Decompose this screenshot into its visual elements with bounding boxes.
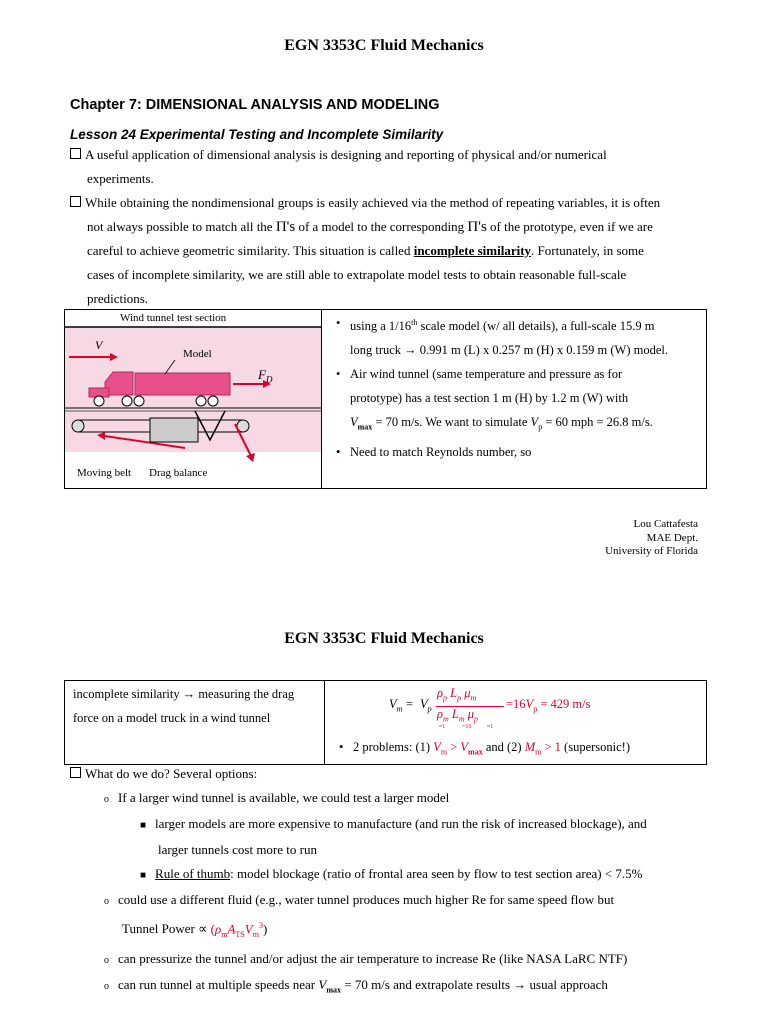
pi-symbol: Π's (275, 219, 296, 235)
bullet-text: of a model to the corresponding (295, 219, 468, 234)
drag-balance (150, 418, 198, 442)
author-name: Lou Cattafesta (633, 518, 698, 530)
suboption-cost: ■ larger models are more expensive to manufacture (and run the risk of increased blockage), and larger tunnels cost more to run (140, 816, 647, 857)
eq-numerator: $\rho_p$ $L_p$ $\mu_m$ (437, 686, 477, 703)
figure-caption: Wind tunnel test section (120, 312, 227, 324)
bullet-text: of the prototype, even if we are (486, 219, 653, 234)
figure-cell (65, 310, 322, 489)
note-scale-model: • using a 1/16th scale model (w/ all details), a full-scale 15.9 m long truck → 0.991 m (L) x 0.257 m (H) x 0.159 m (W) model. (336, 316, 669, 358)
eq-denominator: $\rho_m$ $L_m$ $\mu_p$ (437, 707, 479, 724)
eq-underbrace-3: ≈1 (487, 724, 494, 730)
moving-belt-label: Moving belt (77, 467, 132, 479)
bullet-text: . Fortunately, in some (531, 243, 644, 258)
eq-equals: = (406, 697, 414, 711)
bullet-text: careful to achieve geometric similarity. This situation is called (87, 243, 414, 258)
bullet-text: not always possible to match all the (87, 219, 276, 234)
velocity-label: V (95, 338, 103, 352)
two-problems: • 2 problems: (1) $V_m > V_{max}$ and (2) $M_m > 1$ (supersonic!) (339, 740, 630, 757)
pi-symbol: Π's (467, 219, 487, 235)
intro-paragraphs (70, 143, 710, 311)
author-dept: MAE Dept. (646, 531, 698, 544)
bullet-text: cases of incomplete similarity, we are still able to extrapolate model tests to obtain reasonable full-scale (87, 267, 627, 282)
eq-vp: $V_p$ (420, 697, 432, 714)
eq-underbrace-2: =16 (462, 724, 472, 730)
bullet-text: While obtaining the nondimensional groups is easily achieved via the method of repeating variables, it is often (85, 195, 661, 210)
page2-title: EGN 3353C Fluid Mechanics (284, 630, 484, 647)
page-title: EGN 3353C Fluid Mechanics (284, 37, 484, 54)
drag-measurement-label: incomplete similarity → measuring the drag force on a model truck in a wind tunnel (65, 681, 325, 765)
model-label: Model (183, 348, 212, 360)
bullet-text: predictions. (87, 291, 149, 306)
author-signature (605, 518, 698, 559)
note-air-tunnel: • Air wind tunnel (same temperature and pressure as for prototype) has a test section 1 m (H) by 1.2 m (W) with $V_{max} = 70$ m/s. We want to simulate $V_p = 60$ mph = 26.8 m/s. (336, 367, 653, 432)
checkbox-icon (70, 767, 81, 778)
checkbox-icon (70, 196, 81, 207)
bullet-application (70, 143, 710, 191)
bullet-repeating-variables (70, 191, 710, 311)
velocity-equation (389, 686, 689, 736)
options-intro: What do we do? Several options: (70, 762, 730, 786)
suboption-rule-of-thumb: ■ Rule of thumb: model blockage (ratio of frontal area seen by flow to test section area) < 7.5% (140, 866, 643, 881)
lesson-heading: Lesson 24 Experimental Testing and Incomplete Similarity (70, 127, 444, 142)
eq-result: $=16V_p = 429$ m/s (506, 697, 591, 714)
truck-model (135, 373, 230, 395)
author-university: University of Florida (605, 545, 698, 557)
scale-model-notes (322, 310, 707, 489)
checkbox-icon (70, 148, 81, 159)
drag-measurement-table (64, 680, 707, 765)
option-multiple-speeds: o can run tunnel at multiple speeds near $V_{max} = 70$ m/s and extrapolate results → usual approach (104, 976, 608, 995)
incomplete-similarity-term: incomplete similarity (413, 243, 532, 258)
note-reynolds: • Need to match Reynolds number, so (336, 444, 532, 459)
option-pressurize: o can pressurize the tunnel and/or adjust the air temperature to increase Re (like NASA LaRC NTF) (104, 950, 628, 966)
chapter-heading: Chapter 7: DIMENSIONAL ANALYSIS AND MODELING (70, 97, 440, 113)
drag-balance-label: Drag balance (149, 467, 208, 479)
bullet-text: experiments. (87, 171, 154, 186)
wind-tunnel-table (64, 309, 707, 489)
drag-force-label: $F_D$ (258, 367, 273, 385)
options-list (70, 762, 730, 1003)
option-different-fluid: o could use a different fluid (e.g., water tunnel produces much higher Re for same speed flow but Tunnel Power ∝ $(\rho_mA_{TS}V_m^3)$ (104, 892, 615, 939)
equation-cell (325, 681, 707, 765)
bullet-text: A useful application of dimensional analysis is designing and reporting of physical and/or numerical (85, 147, 607, 162)
option-larger-tunnel: o If a larger wind tunnel is available, we could test a larger model (104, 790, 450, 805)
wind-tunnel-figure (65, 310, 321, 488)
eq-lhs: $V_m$ (389, 697, 403, 714)
eq-underbrace-1: ≈1 (439, 724, 446, 730)
